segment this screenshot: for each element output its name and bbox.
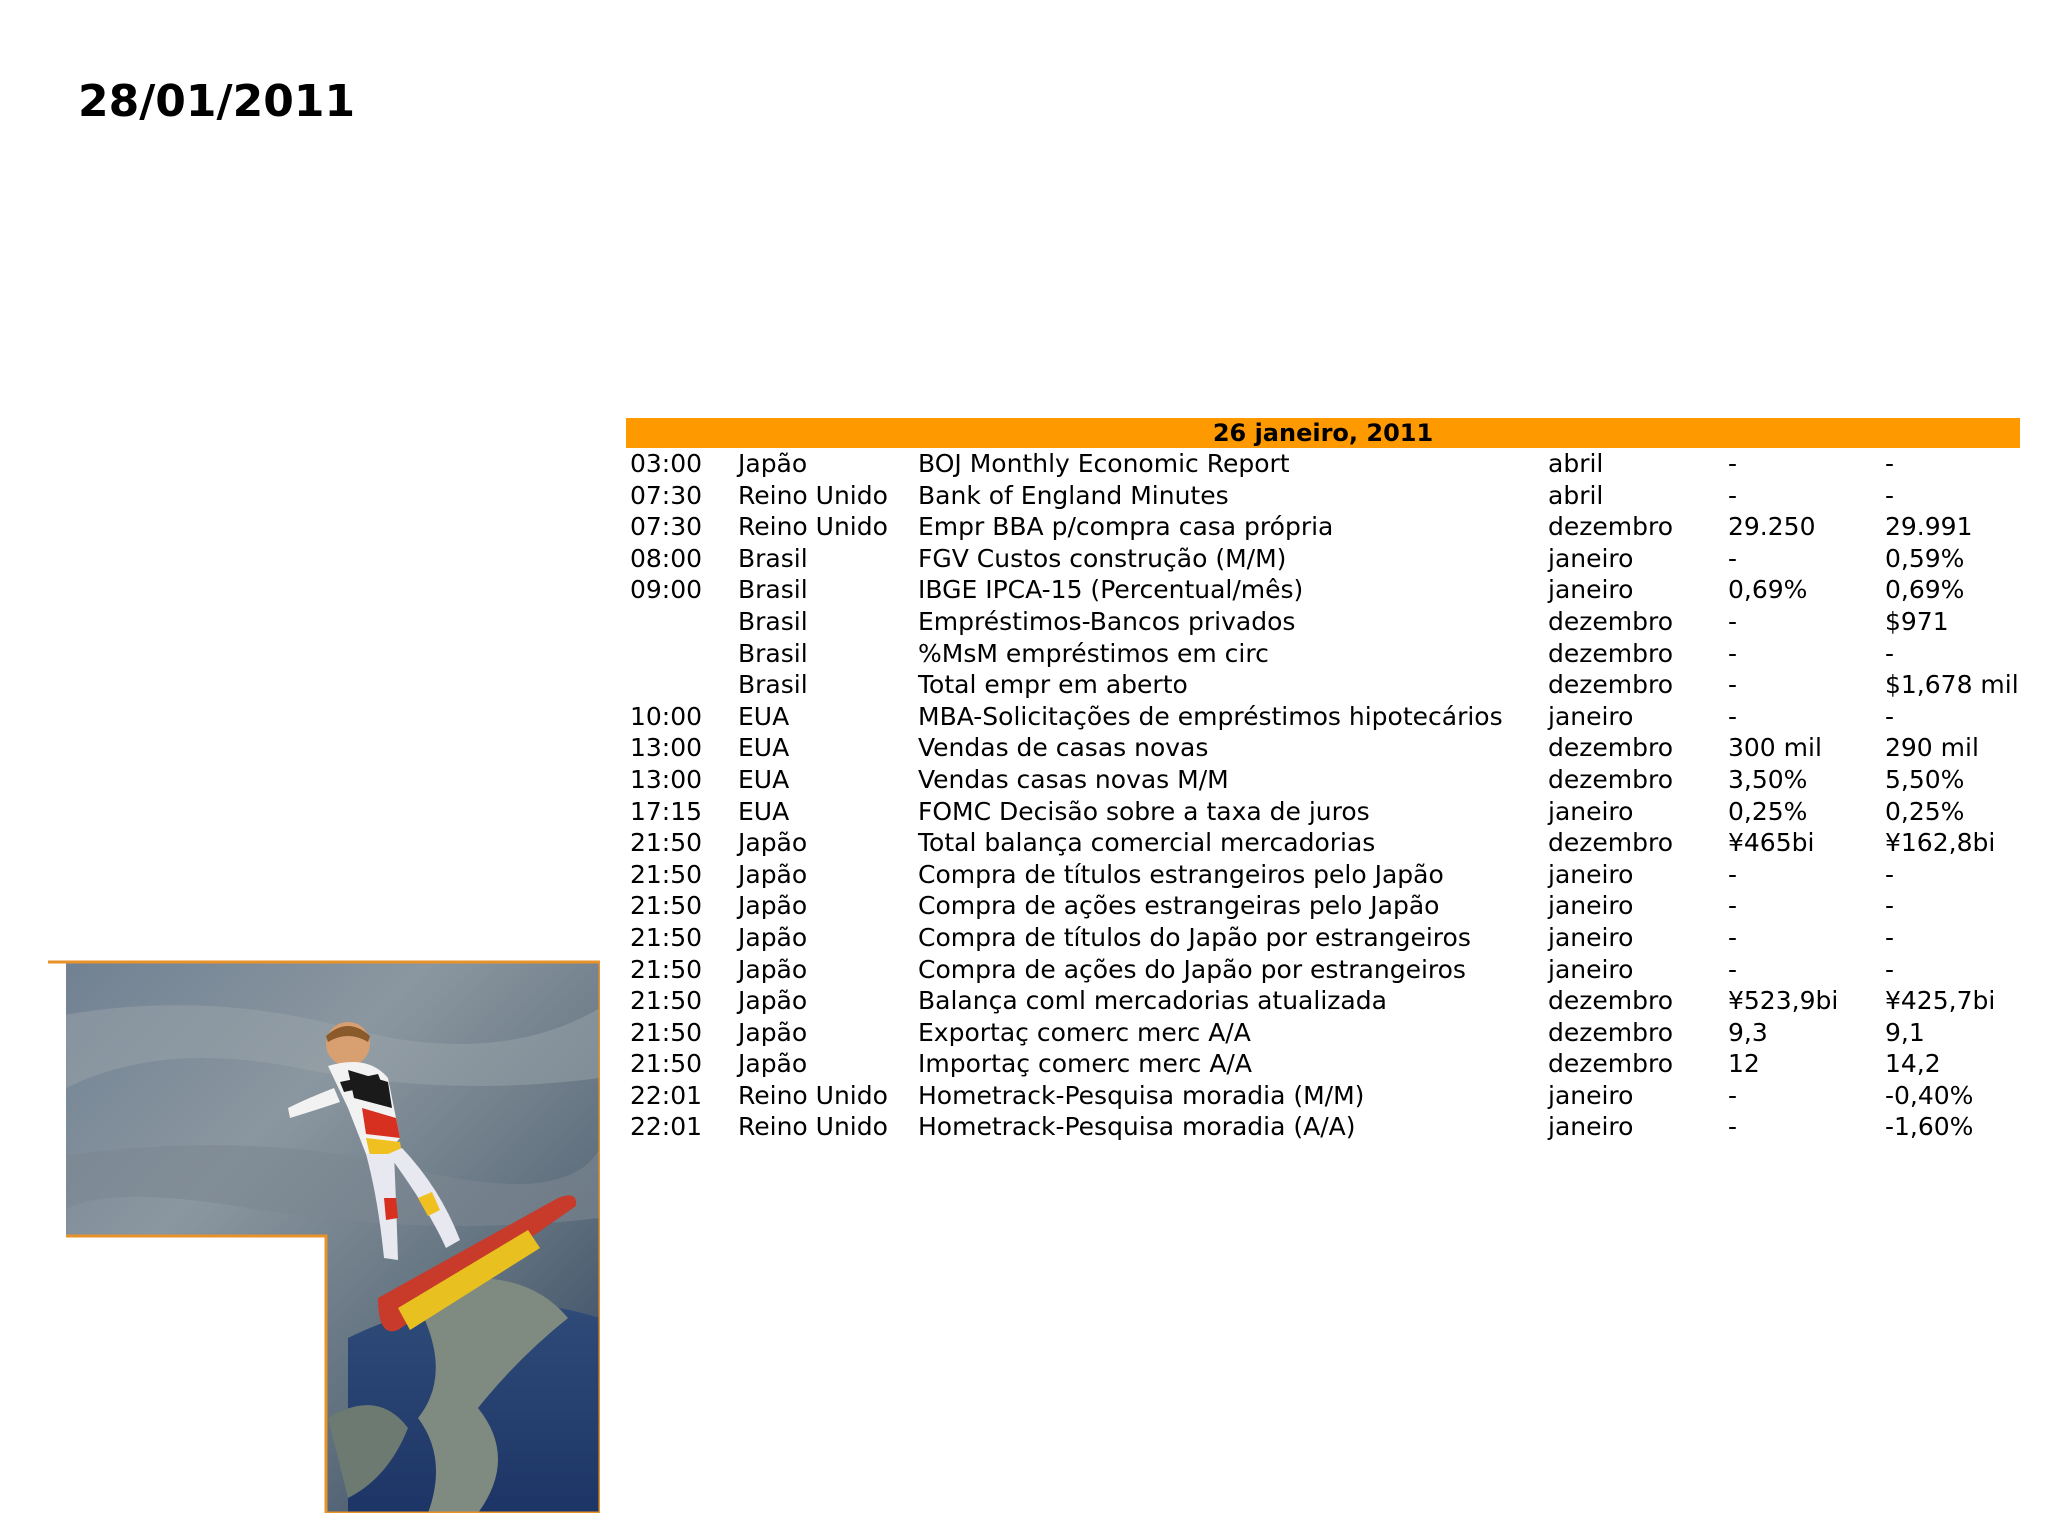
cell-period: dezembro	[1548, 638, 1673, 668]
cell-period: dezembro	[1548, 1017, 1673, 1047]
cell-period: abril	[1548, 480, 1604, 510]
table-row	[626, 1048, 2020, 1080]
cell-event: Empréstimos-Bancos privados	[918, 606, 1296, 636]
cell-previous: -	[1885, 891, 1895, 921]
cell-forecast: -	[1728, 1112, 1738, 1142]
cell-period: janeiro	[1548, 922, 1634, 952]
cell-time: 21:50	[630, 954, 703, 984]
cell-country: EUA	[738, 796, 790, 826]
calendar-date-header: 26 janeiro, 2011	[626, 418, 2020, 448]
cell-country: Japão	[738, 1049, 808, 1079]
cell-period: dezembro	[1548, 733, 1673, 763]
cell-country: Brasil	[738, 543, 808, 573]
cell-period: janeiro	[1548, 1080, 1634, 1110]
cell-forecast: -	[1728, 859, 1738, 889]
cell-time: 21:50	[630, 1049, 703, 1079]
table-row	[626, 796, 2020, 828]
cell-period: dezembro	[1548, 512, 1673, 542]
cell-forecast: -	[1728, 449, 1738, 478]
cell-period: janeiro	[1548, 543, 1634, 573]
cell-country: Brasil	[738, 606, 808, 636]
cell-forecast: -	[1728, 670, 1738, 700]
cell-period: janeiro	[1548, 701, 1634, 731]
cell-previous: -	[1885, 859, 1895, 889]
cell-period: janeiro	[1548, 954, 1634, 984]
cell-event: Compra de títulos do Japão por estrangeiros	[918, 922, 1471, 952]
cell-event: FOMC Decisão sobre a taxa de juros	[918, 796, 1370, 826]
cell-time: 13:00	[630, 733, 703, 763]
table-row	[626, 764, 2020, 796]
cell-event: BOJ Monthly Economic Report	[918, 449, 1290, 478]
cell-country: Reino Unido	[738, 1080, 888, 1110]
cell-previous: 0,25%	[1885, 796, 1965, 826]
cell-previous: -	[1885, 954, 1895, 984]
cell-event: Importaç comerc merc A/A	[918, 1049, 1252, 1079]
cell-country: Japão	[738, 954, 808, 984]
cell-event: FGV Custos construção (M/M)	[918, 543, 1287, 573]
cell-event: Compra de ações estrangeiras pelo Japão	[918, 891, 1440, 921]
cell-event: Compra de ações do Japão por estrangeiros	[918, 954, 1466, 984]
cell-period: janeiro	[1548, 891, 1634, 921]
cell-time: 07:30	[630, 480, 703, 510]
table-row	[626, 638, 2020, 670]
cell-time: 21:50	[630, 922, 703, 952]
cell-forecast: -	[1728, 638, 1738, 668]
cell-country: Reino Unido	[738, 512, 888, 542]
cell-forecast: ¥465bi	[1728, 828, 1815, 858]
cell-previous: -	[1885, 638, 1895, 668]
cell-forecast: -	[1728, 891, 1738, 921]
table-row	[626, 669, 2020, 701]
cell-previous: 290 mil	[1885, 733, 1979, 763]
cell-forecast: 12	[1728, 1049, 1760, 1079]
cell-previous: -	[1885, 701, 1895, 731]
cell-forecast: -	[1728, 1080, 1738, 1110]
skysurfer-photo	[48, 958, 600, 1513]
cell-country: EUA	[738, 733, 790, 763]
cell-forecast: ¥523,9bi	[1728, 986, 1839, 1016]
cell-period: dezembro	[1548, 986, 1673, 1016]
table-row	[626, 448, 2020, 480]
cell-event: Total empr em aberto	[918, 670, 1188, 700]
table-row	[626, 890, 2020, 922]
cell-forecast: -	[1728, 480, 1738, 510]
cell-event: Empr BBA p/compra casa própria	[918, 512, 1334, 542]
cell-forecast: -	[1728, 543, 1738, 573]
cell-previous: $1,678 mil	[1885, 670, 2019, 700]
table-row	[626, 922, 2020, 954]
slide-date: 28/01/2011	[78, 76, 356, 127]
cell-previous: -	[1885, 922, 1895, 952]
cell-time: 13:00	[630, 764, 703, 794]
cell-event: Total balança comercial mercadorias	[918, 828, 1376, 858]
cell-period: dezembro	[1548, 670, 1673, 700]
cell-period: abril	[1548, 449, 1604, 478]
cell-event: Hometrack-Pesquisa moradia (M/M)	[918, 1080, 1365, 1110]
cell-country: Japão	[738, 986, 808, 1016]
cell-forecast: -	[1728, 922, 1738, 952]
cell-country: Japão	[738, 449, 808, 478]
cell-event: Hometrack-Pesquisa moradia (A/A)	[918, 1112, 1356, 1142]
cell-time: 21:50	[630, 986, 703, 1016]
cell-time: 10:00	[630, 701, 703, 731]
cell-time: 21:50	[630, 1017, 703, 1047]
table-row	[626, 606, 2020, 638]
table-row	[626, 1017, 2020, 1049]
cell-forecast: 0,69%	[1728, 575, 1808, 605]
cell-time: 21:50	[630, 891, 703, 921]
cell-time: 22:01	[630, 1112, 703, 1142]
table-row	[626, 827, 2020, 859]
cell-event: IBGE IPCA-15 (Percentual/mês)	[918, 575, 1304, 605]
table-row	[626, 954, 2020, 986]
table-row	[626, 985, 2020, 1017]
cell-country: Reino Unido	[738, 1112, 888, 1142]
cell-forecast: 9,3	[1728, 1017, 1768, 1047]
cell-forecast: -	[1728, 701, 1738, 731]
calendar-rows	[626, 448, 2020, 1143]
table-row	[626, 701, 2020, 733]
cell-country: Japão	[738, 922, 808, 952]
cell-forecast: -	[1728, 954, 1738, 984]
cell-time: 09:00	[630, 575, 703, 605]
cell-previous: 5,50%	[1885, 764, 1965, 794]
cell-event: Exportaç comerc merc A/A	[918, 1017, 1251, 1047]
table-row	[626, 1080, 2020, 1112]
table-row	[626, 511, 2020, 543]
cell-period: dezembro	[1548, 828, 1673, 858]
cell-period: janeiro	[1548, 796, 1634, 826]
cell-period: janeiro	[1548, 1112, 1634, 1142]
cell-event: Vendas casas novas M/M	[918, 764, 1229, 794]
cell-event: %MsM empréstimos em circ	[918, 638, 1269, 668]
cell-time: 08:00	[630, 543, 703, 573]
cell-time: 17:15	[630, 796, 703, 826]
cell-previous: 0,69%	[1885, 575, 1965, 605]
cell-country: Brasil	[738, 670, 808, 700]
cell-time: 07:30	[630, 512, 703, 542]
cell-previous: -1,60%	[1885, 1112, 1974, 1142]
table-row	[626, 1111, 2020, 1143]
cell-country: Japão	[738, 859, 808, 889]
cell-forecast: -	[1728, 606, 1738, 636]
cell-country: EUA	[738, 701, 790, 731]
cell-previous: 0,59%	[1885, 543, 1965, 573]
cell-previous: 14,2	[1885, 1049, 1941, 1079]
table-row	[626, 480, 2020, 512]
cell-previous: 9,1	[1885, 1017, 1925, 1047]
cell-previous: 29.991	[1885, 512, 1973, 542]
economic-calendar-table	[626, 418, 2020, 1143]
cell-time: 21:50	[630, 828, 703, 858]
cell-forecast: 3,50%	[1728, 764, 1808, 794]
cell-country: Japão	[738, 828, 808, 858]
cell-previous: -	[1885, 480, 1895, 510]
cell-previous: $971	[1885, 606, 1949, 636]
cell-country: Japão	[738, 891, 808, 921]
cell-event: MBA-Solicitações de empréstimos hipotecários	[918, 701, 1503, 731]
cell-forecast: 0,25%	[1728, 796, 1808, 826]
cell-country: Japão	[738, 1017, 808, 1047]
cell-event: Compra de títulos estrangeiros pelo Japão	[918, 859, 1444, 889]
cell-forecast: 29.250	[1728, 512, 1816, 542]
cell-period: dezembro	[1548, 764, 1673, 794]
table-row	[626, 574, 2020, 606]
table-row	[626, 859, 2020, 891]
cell-event: Bank of England Minutes	[918, 480, 1229, 510]
cell-period: janeiro	[1548, 859, 1634, 889]
cell-country: Reino Unido	[738, 480, 888, 510]
cell-country: Brasil	[738, 638, 808, 668]
cell-previous: ¥162,8bi	[1885, 828, 1996, 858]
cell-forecast: 300 mil	[1728, 733, 1822, 763]
cell-event: Balança coml mercadorias atualizada	[918, 986, 1387, 1016]
cell-country: Brasil	[738, 575, 808, 605]
cell-previous: -	[1885, 449, 1895, 478]
cell-time: 03:00	[630, 449, 703, 478]
cell-event: Vendas de casas novas	[918, 733, 1209, 763]
cell-time: 22:01	[630, 1080, 703, 1110]
cell-previous: ¥425,7bi	[1885, 986, 1996, 1016]
cell-period: dezembro	[1548, 606, 1673, 636]
cell-period: dezembro	[1548, 1049, 1673, 1079]
table-row	[626, 543, 2020, 575]
cell-previous: -0,40%	[1885, 1080, 1974, 1110]
cell-country: EUA	[738, 764, 790, 794]
table-row	[626, 732, 2020, 764]
cell-period: janeiro	[1548, 575, 1634, 605]
cell-time: 21:50	[630, 859, 703, 889]
